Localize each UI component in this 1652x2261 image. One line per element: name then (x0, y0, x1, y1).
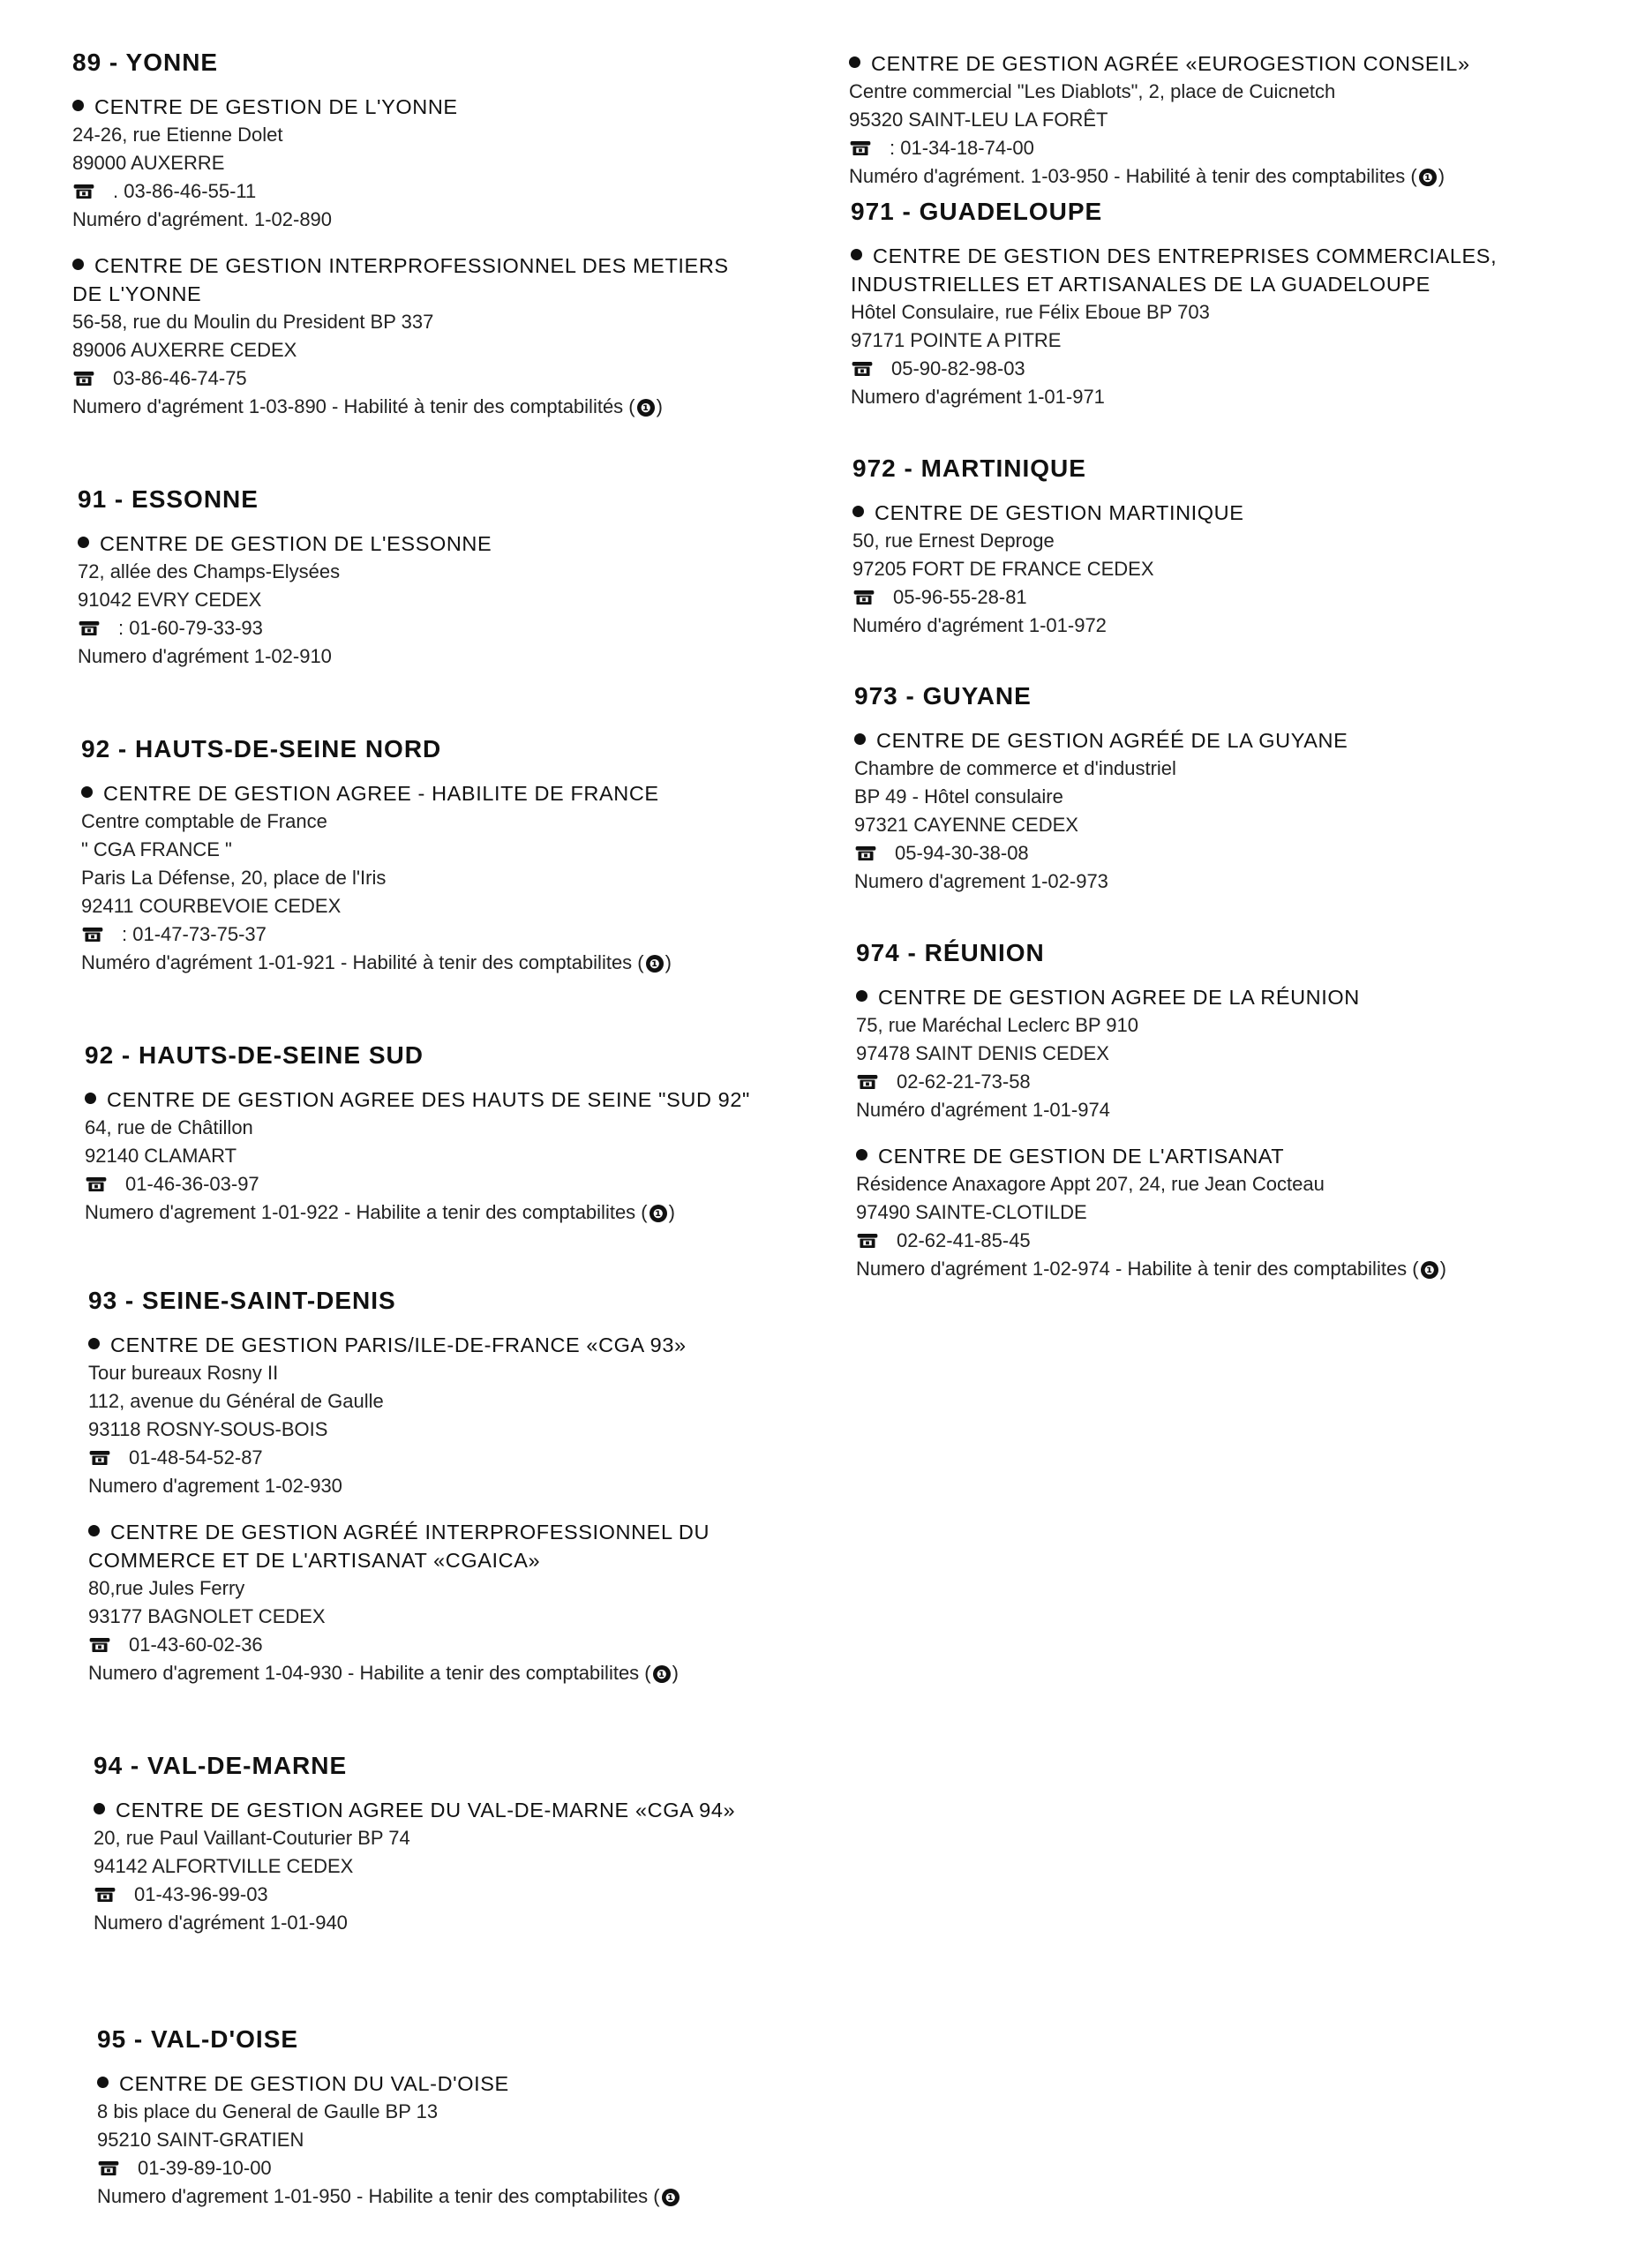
entry-address: 72, allée des Champs-Elysées (78, 560, 341, 582)
entry-approval: Numero d'agrement 1-04-930 - Habilite a tenir des comptabilites ( ❶ ) (88, 1662, 679, 1684)
entry-cgaica (88, 1518, 710, 1687)
section-972-martinique (852, 454, 1244, 657)
telephone-icon (849, 140, 872, 156)
entry-name: CENTRE DE GESTION DES ENTREPRISES COMMERCIALES, (851, 242, 1497, 270)
section-95-continued (849, 49, 1470, 208)
section-title: 93 - SEINE-SAINT-DENIS (88, 1287, 396, 1314)
section-91-essonne (78, 485, 492, 688)
bullet-icon (72, 259, 84, 270)
bullet-icon (81, 786, 93, 798)
bullet-icon (94, 1803, 105, 1814)
entry-address: 24-26, rue Etienne Dolet (72, 124, 283, 146)
entry-centre-guyane (854, 726, 1348, 896)
entry-city: 93118 ROSNY-SOUS-BOIS (88, 1418, 328, 1440)
telephone-icon (856, 1074, 879, 1090)
section-title: 92 - HAUTS-DE-SEINE NORD (81, 735, 442, 762)
telephone-icon (72, 371, 95, 387)
section-974-reunion (856, 939, 1446, 1301)
entry-address: 64, rue de Châtillon (85, 1116, 253, 1138)
entry-city: 95210 SAINT-GRATIEN (97, 2129, 304, 2151)
entry-address: 8 bis place du General de Gaulle BP 13 (97, 2100, 439, 2122)
entry-city: 94142 ALFORTVILLE CEDEX (94, 1855, 354, 1877)
note-marker-icon: ❶ (653, 1665, 671, 1683)
entry-approval: Numero d'agrément 1-02-974 - Habilite à tenir des comptabilites ( ❶ ) (856, 1258, 1446, 1280)
entry-phone: 02-62-21-73-58 (856, 1068, 1446, 1096)
entry-name: CENTRE DE GESTION AGREE DE LA RÉUNION (856, 983, 1446, 1011)
entry-name: CENTRE DE GESTION DE L'ARTISANAT (856, 1142, 1446, 1170)
section-95-val-d-oise (97, 2025, 681, 2228)
section-92-hauts-de-seine-nord (81, 735, 672, 995)
entry-approval: Numero d'agrément 1-01-971 (851, 386, 1105, 408)
entry-name: CENTRE DE GESTION AGRÉÉ INTERPROFESSIONNEL DU (88, 1518, 710, 1546)
entry-phone: 01-39-89-10-00 (97, 2154, 681, 2182)
bullet-icon (72, 100, 84, 111)
bullet-icon (88, 1525, 100, 1536)
bullet-icon (856, 1149, 867, 1161)
entry-name: CENTRE DE GESTION DU VAL-D'OISE (97, 2069, 681, 2098)
bullet-icon (85, 1093, 96, 1104)
entry-phone: 01-48-54-52-87 (88, 1444, 710, 1472)
note-marker-icon: ❶ (637, 399, 655, 417)
entry-centre-artisanat (856, 1142, 1446, 1283)
entry-name: CENTRE DE GESTION AGREE DU VAL-DE-MARNE «CGA 94» (94, 1796, 735, 1824)
entry-approval: Numero d'agrément 1-02-910 (78, 645, 332, 667)
note-marker-icon: ❶ (650, 1205, 667, 1222)
section-973-guyane (854, 682, 1348, 913)
telephone-icon (78, 620, 101, 636)
note-marker-icon: ❶ (1419, 169, 1437, 186)
entry-centre-reunion (856, 983, 1446, 1124)
telephone-icon (97, 2160, 120, 2176)
entry-address: Chambre de commerce et d'industriel (854, 757, 1176, 779)
entry-address: Centre comptable de France (81, 810, 327, 832)
telephone-icon (851, 361, 874, 377)
entry-address: Tour bureaux Rosny II (88, 1362, 279, 1384)
entry-centre-guadeloupe (851, 242, 1497, 411)
telephone-icon (85, 1176, 108, 1192)
section-title: 91 - ESSONNE (78, 485, 259, 513)
entry-centre-val-d-oise (97, 2069, 681, 2211)
entry-name: CENTRE DE GESTION MARTINIQUE (852, 499, 1244, 527)
entry-address: 50, rue Ernest Deproge (852, 530, 1055, 552)
entry-name-continued: COMMERCE ET DE L'ARTISANAT «CGAICA» (88, 1549, 541, 1572)
entry-phone: : 01-47-73-75-37 (81, 920, 672, 949)
section-title: 94 - VAL-DE-MARNE (94, 1752, 348, 1779)
bullet-icon (856, 990, 867, 1002)
entry-cga-sud-92 (85, 1085, 750, 1227)
entry-city: 89000 AUXERRE (72, 152, 225, 174)
entry-address-2: BP 49 - Hôtel consulaire (854, 785, 1063, 808)
entry-phone: 01-43-96-99-03 (94, 1881, 735, 1909)
entry-city: 92140 CLAMART (85, 1145, 237, 1167)
entry-name: CENTRE DE GESTION AGRÉE «EUROGESTION CONSEIL» (849, 49, 1470, 78)
telephone-icon (856, 1233, 879, 1249)
telephone-icon (88, 1637, 111, 1653)
entry-address: Résidence Anaxagore Appt 207, 24, rue Jean Cocteau (856, 1173, 1325, 1195)
bullet-icon (849, 56, 860, 68)
entry-name: CENTRE DE GESTION AGRÉÉ DE LA GUYANE (854, 726, 1348, 755)
entry-city: 93177 BAGNOLET CEDEX (88, 1605, 326, 1627)
entry-address: Centre commercial "Les Diablots", 2, place de Cuicnetch (849, 80, 1336, 102)
bullet-icon (854, 733, 866, 745)
section-title: 92 - HAUTS-DE-SEINE SUD (85, 1041, 424, 1069)
entry-approval: Numero d'agrement 1-02-930 (88, 1475, 342, 1497)
entry-approval: Numéro d'agrément. 1-03-950 - Habilité à tenir des comptabilites ( ❶ ) (849, 165, 1446, 187)
entry-city: 97205 FORT DE FRANCE CEDEX (852, 558, 1154, 580)
entry-cga-france (81, 779, 672, 977)
section-title: 89 - YONNE (72, 49, 219, 76)
entry-phone: : 01-34-18-74-00 (849, 134, 1470, 162)
entry-approval: Numero d'agrement 1-01-950 - Habilite a tenir des comptabilites ( ❶ (97, 2182, 681, 2211)
entry-name-continued: INDUSTRIELLES ET ARTISANALES DE LA GUADELOUPE (851, 273, 1430, 296)
bullet-icon (852, 506, 864, 517)
entry-phone: 05-94-30-38-08 (854, 839, 1348, 868)
telephone-icon (81, 927, 104, 943)
entry-centre-martinique (852, 499, 1244, 640)
section-89-yonne (72, 49, 729, 439)
entry-eurogestion-conseil (849, 49, 1470, 191)
telephone-icon (854, 845, 877, 861)
section-971-guadeloupe (851, 198, 1497, 429)
entry-cga-93 (88, 1331, 710, 1500)
entry-centre-yonne (72, 93, 729, 234)
entry-address: 20, rue Paul Vaillant-Couturier BP 74 (94, 1827, 410, 1849)
entry-address: Hôtel Consulaire, rue Félix Eboue BP 703 (851, 301, 1210, 323)
entry-phone: 03-86-46-74-75 (72, 364, 729, 393)
telephone-icon (72, 184, 95, 199)
entry-cgi-metiers-yonne (72, 252, 729, 421)
note-marker-icon: ❶ (662, 2189, 680, 2206)
note-marker-icon: ❶ (646, 955, 664, 973)
entry-centre-essonne (78, 530, 492, 671)
entry-city: 97171 POINTE A PITRE (851, 329, 1062, 351)
entry-phone: 05-96-55-28-81 (852, 583, 1244, 612)
telephone-icon (88, 1450, 111, 1466)
entry-city: 95320 SAINT-LEU LA FORÊT (849, 109, 1108, 131)
section-93-seine-saint-denis (88, 1287, 710, 1705)
entry-phone: . 03-86-46-55-11 (72, 177, 729, 206)
bullet-icon (88, 1338, 100, 1349)
entry-city: 91042 EVRY CEDEX (78, 589, 262, 611)
entry-phone: 01-43-60-02-36 (88, 1631, 710, 1659)
entry-name: CENTRE DE GESTION AGREE DES HAUTS DE SEINE "SUD 92" (85, 1085, 750, 1114)
bullet-icon (851, 249, 862, 260)
entry-city: 97321 CAYENNE CEDEX (854, 814, 1078, 836)
section-title: 971 - GUADELOUPE (851, 198, 1103, 225)
entry-phone: 02-62-41-85-45 (856, 1227, 1446, 1255)
section-title: 972 - MARTINIQUE (852, 454, 1086, 482)
entry-name: CENTRE DE GESTION DE L'YONNE (72, 93, 729, 121)
entry-cga-94 (94, 1796, 735, 1937)
entry-name: CENTRE DE GESTION AGREE - HABILITE DE FRANCE (81, 779, 672, 808)
entry-phone: : 01-60-79-33-93 (78, 614, 492, 642)
entry-approval: Numéro d'agrément 1-01-921 - Habilité à tenir des comptabilites ( ❶ ) (81, 951, 672, 973)
entry-approval: Numero d'agrément 1-03-890 - Habilité à tenir des comptabilités ( ❶ ) (72, 395, 663, 417)
entry-name: CENTRE DE GESTION INTERPROFESSIONNEL DES METIERS (72, 252, 729, 280)
entry-address: 56-58, rue du Moulin du President BP 337 (72, 311, 434, 333)
entry-phone: 05-90-82-98-03 (851, 355, 1497, 383)
entry-city: 97478 SAINT DENIS CEDEX (856, 1042, 1109, 1064)
section-title: 973 - GUYANE (854, 682, 1032, 710)
entry-approval: Numéro d'agrément 1-01-974 (856, 1099, 1110, 1121)
entry-approval: Numero d'agrement 1-02-973 (854, 870, 1108, 892)
entry-approval: Numero d'agrement 1-01-922 - Habilite a tenir des comptabilites ( ❶ ) (85, 1201, 675, 1223)
section-title: 95 - VAL-D'OISE (97, 2025, 299, 2053)
telephone-icon (94, 1887, 116, 1903)
entry-approval: Numero d'agrément 1-01-940 (94, 1912, 348, 1934)
section-92-hauts-de-seine-sud (85, 1041, 750, 1244)
entry-city: 89006 AUXERRE CEDEX (72, 339, 297, 361)
entry-address-3: Paris La Défense, 20, place de l'Iris (81, 867, 387, 889)
entry-name-continued: DE L'YONNE (72, 282, 202, 305)
section-title: 974 - RÉUNION (856, 939, 1045, 966)
entry-city: 92411 COURBEVOIE CEDEX (81, 895, 342, 917)
entry-name: CENTRE DE GESTION DE L'ESSONNE (78, 530, 492, 558)
bullet-icon (97, 2077, 109, 2088)
entry-address: 80,rue Jules Ferry (88, 1577, 245, 1599)
entry-address-2: " CGA FRANCE " (81, 838, 232, 860)
entry-approval: Numéro d'agrément 1-01-972 (852, 614, 1107, 636)
entry-address: 75, rue Maréchal Leclerc BP 910 (856, 1014, 1138, 1036)
section-94-val-de-marne (94, 1752, 735, 1955)
entry-address-2: 112, avenue du Général de Gaulle (88, 1390, 384, 1412)
bullet-icon (78, 537, 89, 548)
entry-name: CENTRE DE GESTION PARIS/ILE-DE-FRANCE «CGA 93» (88, 1331, 710, 1359)
entry-city: 97490 SAINTE-CLOTILDE (856, 1201, 1087, 1223)
telephone-icon (852, 590, 875, 605)
entry-phone: 01-46-36-03-97 (85, 1170, 750, 1198)
note-marker-icon: ❶ (1421, 1261, 1438, 1279)
entry-approval: Numéro d'agrément. 1-02-890 (72, 208, 333, 230)
